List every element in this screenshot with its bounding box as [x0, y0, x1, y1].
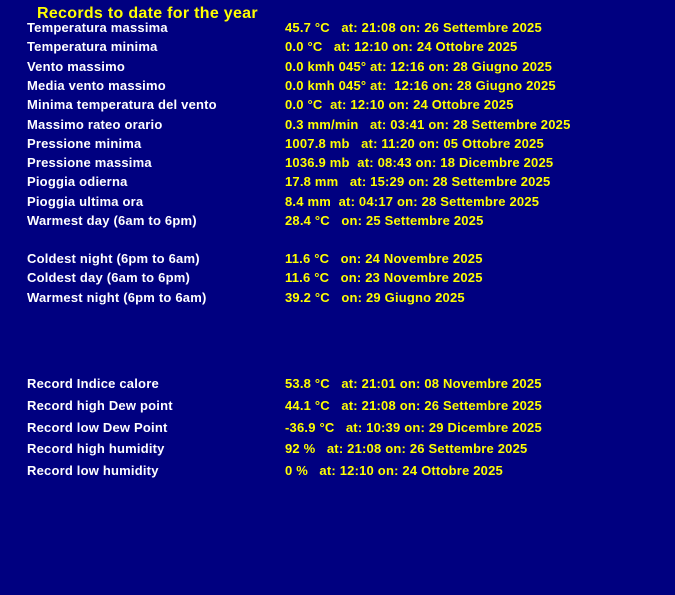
record-label: Pressione massima: [27, 155, 152, 171]
record-value: 0.0 kmh 045° at: 12:16 on: 28 Giugno 2025: [285, 58, 553, 74]
record-value: 53.8 °C at: 21:01 on: 08 Novembre 2025: [285, 376, 542, 391]
record-row: [0, 174, 675, 192]
record-label: Pioggia odierna: [27, 174, 128, 190]
record-value: 0.0 kmh 045° at: 12:16 on: 28 Giugno 2025: [285, 77, 556, 93]
record-label: Warmest day (6am to 6pm): [27, 213, 197, 228]
record-label: Pressione minima: [27, 135, 142, 151]
record-row: [0, 117, 675, 135]
record-value: 44.1 °C at: 21:08 on: 26 Settembre 2025: [285, 397, 542, 413]
record-label: Record low Dew Point: [27, 419, 168, 435]
record-label: Pioggia ultima ora: [27, 193, 144, 209]
record-value: 1036.9 mb at: 08:43 on: 18 Dicembre 2025: [285, 155, 554, 171]
record-label: Media vento massimo: [27, 77, 166, 93]
record-value: 0.3 mm/min at: 03:41 on: 28 Settembre 2025: [285, 116, 571, 132]
page-title: Records to date for the year: [37, 5, 258, 22]
record-row: [0, 213, 675, 231]
record-row: [0, 463, 675, 481]
record-value: 8.4 mm at: 04:17 on: 28 Settembre 2025: [285, 193, 540, 209]
record-row: [0, 251, 675, 269]
record-row: [0, 376, 675, 394]
record-value: 45.7 °C at: 21:08 on: 26 Settembre 2025: [285, 20, 542, 35]
record-label: Minima temperatura del vento: [27, 97, 217, 113]
record-label: Record high humidity: [27, 441, 165, 457]
record-label: Vento massimo: [27, 58, 125, 74]
record-label: Record high Dew point: [27, 397, 173, 413]
record-row: [0, 97, 675, 115]
record-row: [0, 39, 675, 57]
record-label: Record low humidity: [27, 463, 159, 479]
record-label: Coldest day (6am to 6pm): [27, 270, 190, 286]
record-label: Temperatura minima: [27, 39, 158, 55]
record-label: Temperatura massima: [27, 20, 168, 35]
record-value: 11.6 °C on: 23 Novembre 2025: [285, 270, 483, 286]
record-row: [0, 59, 675, 77]
record-row: [0, 398, 675, 416]
record-row: [0, 78, 675, 96]
record-row: [0, 270, 675, 288]
record-label: Massimo rateo orario: [27, 116, 163, 132]
record-value: 92 % at: 21:08 on: 26 Settembre 2025: [285, 441, 528, 457]
record-label: Warmest night (6pm to 6am): [27, 289, 207, 305]
record-row: [0, 136, 675, 154]
record-value: 39.2 °C on: 29 Giugno 2025: [285, 289, 465, 305]
record-row: [0, 155, 675, 173]
record-row: [0, 290, 675, 308]
record-value: 11.6 °C on: 24 Novembre 2025: [285, 251, 483, 266]
record-value: 17.8 mm at: 15:29 on: 28 Settembre 2025: [285, 174, 551, 190]
record-value: 0.0 °C at: 12:10 on: 24 Ottobre 2025: [285, 97, 514, 113]
record-label: Coldest night (6pm to 6am): [27, 251, 200, 266]
record-value: 1007.8 mb at: 11:20 on: 05 Ottobre 2025: [285, 135, 544, 151]
record-value: 0.0 °C at: 12:10 on: 24 Ottobre 2025: [285, 39, 518, 55]
record-value: 0 % at: 12:10 on: 24 Ottobre 2025: [285, 463, 503, 479]
record-value: -36.9 °C at: 10:39 on: 29 Dicembre 2025: [285, 419, 542, 435]
record-row: [0, 20, 675, 38]
record-row: [0, 420, 675, 438]
record-row: [0, 194, 675, 212]
record-value: 28.4 °C on: 25 Settembre 2025: [285, 213, 484, 228]
record-label: Record Indice calore: [27, 376, 159, 391]
record-row: [0, 441, 675, 459]
